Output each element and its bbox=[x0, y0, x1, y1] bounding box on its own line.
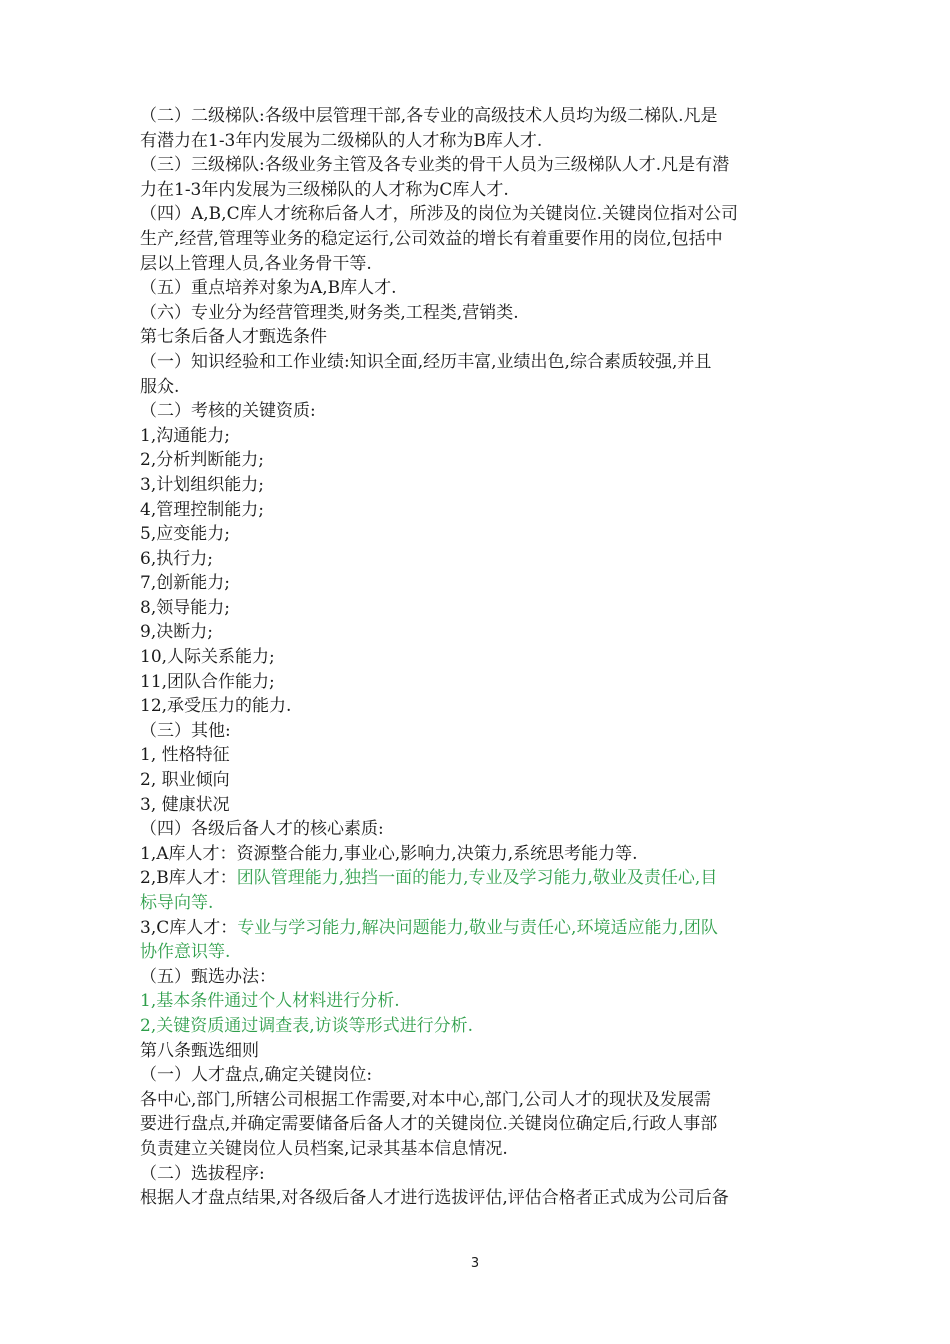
line-text: 12,承受压力的能力. bbox=[140, 696, 292, 717]
line-text: （一）知识经验和工作业绩:知识全面,经历丰富,业绩出色,综合素质较强,并且 bbox=[140, 351, 712, 372]
highlighted-text: 2,关键资质通过调查表,访谈等形式进行分析. bbox=[140, 1015, 474, 1036]
text-line bbox=[140, 227, 820, 252]
line-text: （四）各级后备人才的核心素质: bbox=[140, 819, 384, 840]
text-line bbox=[140, 1088, 820, 1113]
text-line bbox=[140, 104, 820, 129]
text-line bbox=[140, 178, 820, 203]
line-text: （五）重点培养对象为A,B库人才. bbox=[140, 278, 397, 299]
text-line bbox=[140, 252, 820, 277]
line-text: 生产,经营,管理等业务的稳定运行,公司效益的增长有着重要作用的岗位,包括中 bbox=[140, 228, 723, 249]
text-line bbox=[140, 965, 820, 990]
text-line bbox=[140, 350, 820, 375]
line-text: 根据人才盘点结果,对各级后备人才进行选拔评估,评估合格者正式成为公司后备 bbox=[140, 1188, 729, 1209]
text-line bbox=[140, 129, 820, 154]
line-text: （三）三级梯队:各级业务主管及各专业类的骨干人员为三级梯队人才.凡是有潜 bbox=[140, 155, 730, 176]
text-line bbox=[140, 1186, 820, 1211]
text-line bbox=[140, 694, 820, 719]
line-text: 有潜力在1-3年内发展为二级梯队的人才称为B库人才. bbox=[140, 130, 543, 151]
line-text: 11,团队合作能力; bbox=[140, 671, 275, 692]
line-text: 2,分析判断能力; bbox=[140, 450, 264, 471]
text-line bbox=[140, 866, 820, 891]
text-line bbox=[140, 547, 820, 572]
line-text: 2, 职业倾向 bbox=[140, 770, 230, 791]
text-line bbox=[140, 448, 820, 473]
text-line bbox=[140, 989, 820, 1014]
line-text: （五）甄选办法： bbox=[140, 966, 276, 987]
line-text: 6,执行力; bbox=[140, 548, 213, 569]
line-text: 4,管理控制能力; bbox=[140, 499, 264, 520]
line-text: （一）人才盘点,确定关键岗位: bbox=[140, 1065, 373, 1086]
text-line bbox=[140, 522, 820, 547]
text-line bbox=[140, 153, 820, 178]
text-line bbox=[140, 916, 820, 941]
line-text: （二）考核的关键资质: bbox=[140, 401, 316, 422]
text-line bbox=[140, 645, 820, 670]
highlighted-text: 标导向等. bbox=[140, 893, 214, 913]
text-line bbox=[140, 719, 820, 744]
text-line bbox=[140, 1112, 820, 1137]
text-line bbox=[140, 399, 820, 424]
text-line bbox=[140, 596, 820, 621]
text-line bbox=[140, 768, 820, 793]
line-text: 8,领导能力; bbox=[140, 597, 230, 618]
line-text: 负责建立关键岗位人员档案,记录其基本信息情况. bbox=[140, 1138, 508, 1159]
line-text: 3,C库人才： bbox=[140, 917, 238, 938]
text-line bbox=[140, 670, 820, 695]
highlighted-text: 协作意识等. bbox=[140, 942, 231, 963]
line-text: （四）A,B,C库人才统称后备人才，所涉及的岗位为关键岗位.关键岗位指对公司 bbox=[140, 204, 738, 225]
line-text: 7,创新能力; bbox=[140, 573, 230, 594]
line-text: 10,人际关系能力; bbox=[140, 647, 275, 668]
text-line bbox=[140, 940, 820, 965]
line-text: 要进行盘点,并确定需要储备后备人才的关键岗位.关键岗位确定后,行政人事部 bbox=[140, 1114, 718, 1135]
text-line bbox=[140, 793, 820, 818]
line-text: 力在1-3年内发展为三级梯队的人才称为C库人才. bbox=[140, 179, 509, 200]
line-text: 9,决断力; bbox=[140, 622, 213, 643]
text-line bbox=[140, 276, 820, 301]
text-line bbox=[140, 1162, 820, 1187]
text-line bbox=[140, 842, 820, 867]
text-line bbox=[140, 202, 820, 227]
text-line bbox=[140, 817, 820, 842]
line-text: 5,应变能力; bbox=[140, 524, 230, 545]
line-text: （二）二级梯队:各级中层管理干部,各专业的高级技术人员均为级二梯队.凡是 bbox=[140, 106, 718, 126]
line-text: 层以上管理人员,各业务骨干等. bbox=[140, 253, 372, 274]
text-line bbox=[140, 620, 820, 645]
line-text: （六）专业分为经营管理类,财务类,工程类,营销类. bbox=[140, 302, 519, 323]
text-line bbox=[140, 891, 820, 916]
text-line bbox=[140, 1137, 820, 1162]
line-text: （二）选拔程序: bbox=[140, 1163, 265, 1184]
line-text: 第七条后备人才甄选条件 bbox=[140, 327, 327, 348]
line-text: 服众. bbox=[140, 376, 180, 397]
text-line bbox=[140, 473, 820, 498]
text-line bbox=[140, 1039, 820, 1064]
text-line bbox=[140, 325, 820, 350]
text-line bbox=[140, 743, 820, 768]
text-line bbox=[140, 571, 820, 596]
highlighted-text: 团队管理能力,独挡一面的能力,专业及学习能力,敬业及责任心,目 bbox=[236, 868, 718, 889]
text-line bbox=[140, 498, 820, 523]
highlighted-text: 专业与学习能力,解决问题能力,敬业与责任心,环境适应能力,团队 bbox=[237, 917, 718, 938]
line-text: 3, 健康状况 bbox=[140, 794, 230, 815]
text-line bbox=[140, 375, 820, 400]
line-text: 3,计划组织能力; bbox=[140, 474, 264, 495]
line-text: 第八条甄选细则 bbox=[140, 1040, 259, 1061]
document-body bbox=[140, 104, 820, 1211]
line-text: 各中心,部门,所辖公司根据工作需要,对本中心,部门,公司人才的现状及发展需 bbox=[140, 1089, 712, 1110]
line-text: 1,沟通能力; bbox=[140, 425, 230, 446]
text-line bbox=[140, 1063, 820, 1088]
line-text: 1, 性格特征 bbox=[140, 745, 230, 766]
line-text: 1,A库人才：资源整合能力,事业心,影响力,决策力,系统思考能力等. bbox=[140, 843, 638, 864]
page-number: 3 bbox=[470, 1256, 480, 1271]
text-line bbox=[140, 301, 820, 326]
highlighted-text: 1,基本条件通过个人材料进行分析. bbox=[140, 991, 400, 1012]
text-line bbox=[140, 424, 820, 449]
line-text: 2,B库人才： bbox=[140, 868, 237, 889]
line-text: （三）其他: bbox=[140, 720, 231, 741]
text-line bbox=[140, 1014, 820, 1039]
